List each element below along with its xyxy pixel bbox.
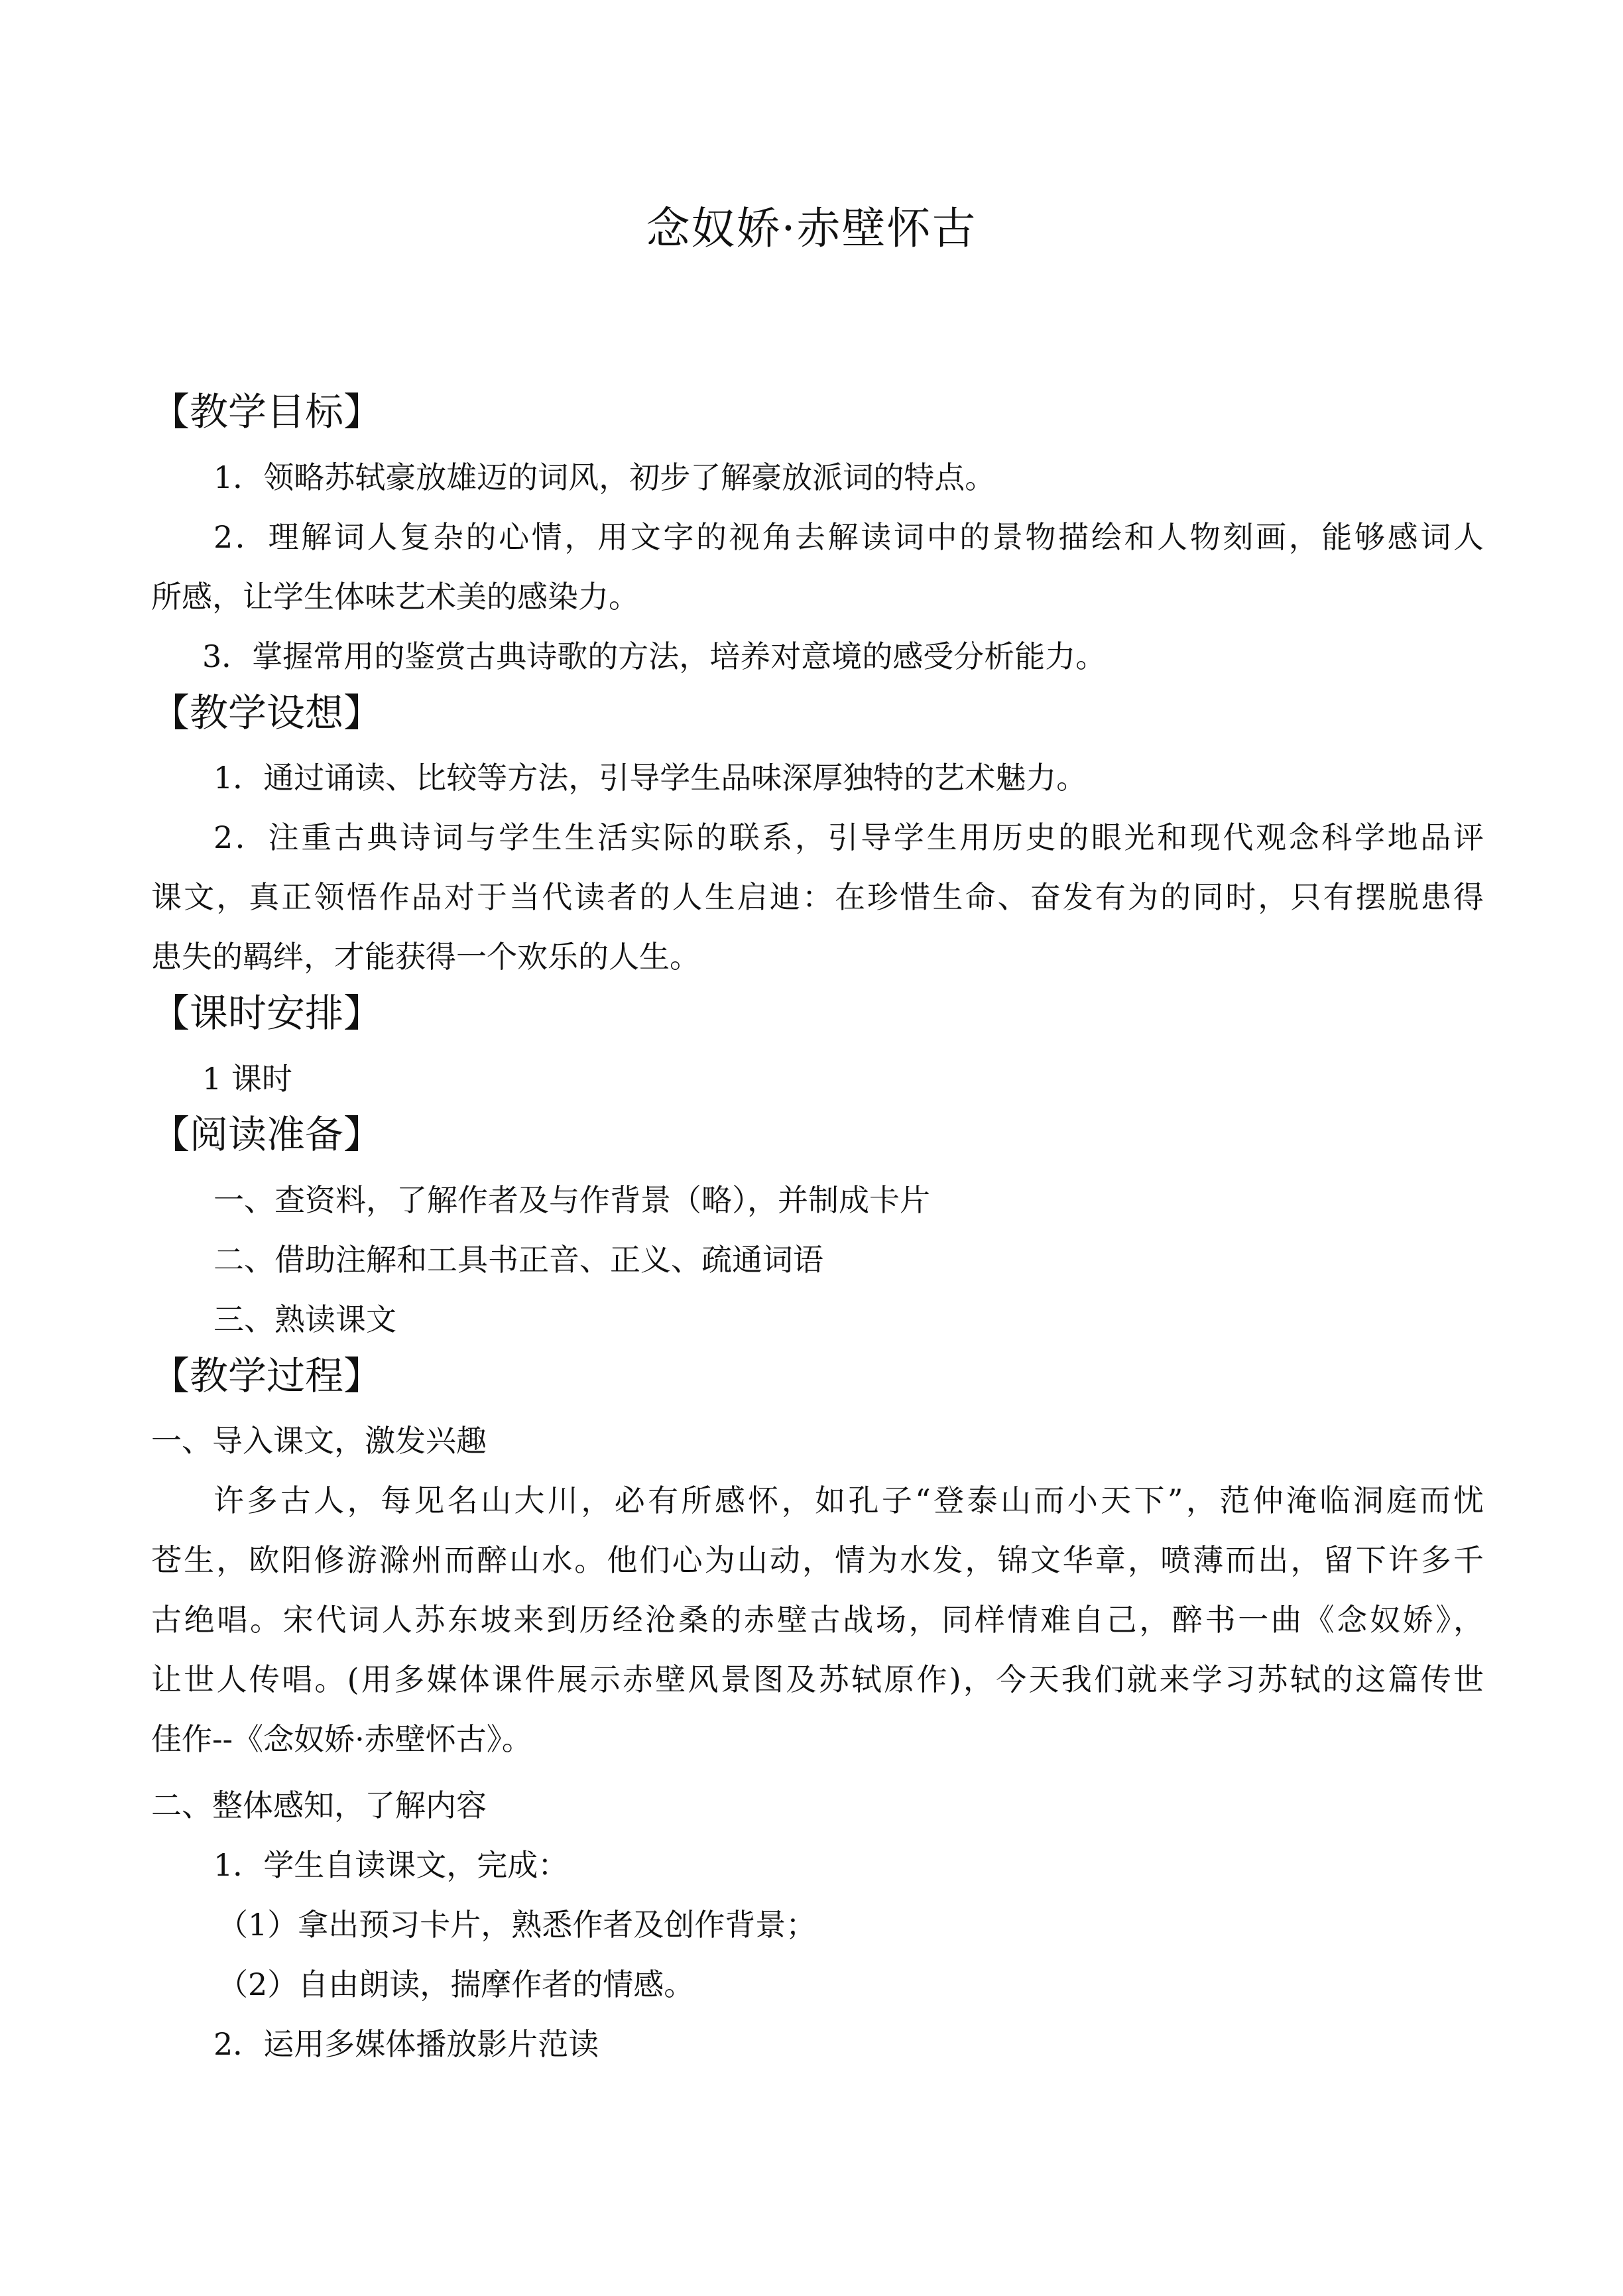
process-part-1-paragraph-line-1: 许多古人，每见名山大川，必有所感怀，如孔子“登泰山而小天下”，范仲淹临洞庭而忧 <box>213 1482 1484 1518</box>
concept-item-2-line-3: 患失的羁绊，才能获得一个欢乐的人生。 <box>151 939 700 975</box>
process-part-2-title: 二、整体感知，了解内容 <box>151 1787 487 1823</box>
process-part-2-item-2: 2．运用多媒体播放影片范读 <box>213 2026 599 2062</box>
concept-item-2-line-1: 2．注重古典诗词与学生生活实际的联系，引导学生用历史的眼光和现代观念科学地品评 <box>213 819 1484 855</box>
document-title: 念奴娇·赤壁怀古 <box>646 203 977 254</box>
preparation-item-1: 一、查资料，了解作者及与作背景（略），并制成卡片 <box>213 1182 930 1218</box>
section-heading-schedule: 【课时安排】 <box>151 991 383 1036</box>
process-part-2-sub-item-2: （2）自由朗读，揣摩作者的情感。 <box>217 1966 695 2002</box>
concept-item-2-line-2: 课文，真正领悟作品对于当代读者的人生启迪：在珍惜生命、奋发有为的同时，只有摆脱患得 <box>151 879 1484 915</box>
schedule-text: 1 课时 <box>202 1061 292 1097</box>
process-part-1-paragraph-line-3: 古绝唱。宋代词人苏东坡来到历经沧桑的赤壁古战场，同样情难自己，醉书一曲《念奴娇》， <box>151 1602 1484 1638</box>
preparation-item-2: 二、借助注解和工具书正音、正义、疏通词语 <box>213 1242 823 1278</box>
concept-item-1: 1．通过诵读、比较等方法，引导学生品味深厚独特的艺术魅力。 <box>213 760 1087 796</box>
goals-item-1: 1．领略苏轼豪放雄迈的词风，初步了解豪放派词的特点。 <box>213 459 996 495</box>
process-part-1-paragraph-line-5: 佳作--《念奴娇·赤壁怀古》。 <box>151 1721 532 1757</box>
section-heading-preparation: 【阅读准备】 <box>151 1112 383 1157</box>
process-part-1-paragraph-line-2: 苍生，欧阳修游滁州而醉山水。他们心为山动，情为水发，锦文华章，喷薄而出，留下许多千 <box>151 1542 1484 1578</box>
goals-item-2-line-1: 2．理解词人复杂的心情，用文字的视角去解读词中的景物描绘和人物刻画，能够感词人 <box>213 519 1484 555</box>
preparation-item-3: 三、熟读课文 <box>213 1301 396 1337</box>
process-part-1-title: 一、导入课文，激发兴趣 <box>151 1423 487 1459</box>
process-part-2-sub-item-1: （1）拿出预习卡片，熟悉作者及创作背景； <box>217 1907 817 1943</box>
section-heading-concept: 【教学设想】 <box>151 690 383 735</box>
process-part-1-paragraph-line-4: 让世人传唱。(用多媒体课件展示赤壁风景图及苏轼原作)，今天我们就来学习苏轼的这篇传世 <box>151 1662 1484 1697</box>
section-heading-goals: 【教学目标】 <box>151 389 383 434</box>
section-heading-process: 【教学过程】 <box>151 1353 383 1398</box>
goals-item-3: 3．掌握常用的鉴赏古典诗歌的方法，培养对意境的感受分析能力。 <box>202 638 1107 674</box>
process-part-2-item-1: 1．学生自读课文，完成： <box>213 1847 569 1883</box>
goals-item-2-line-2: 所感，让学生体味艺术美的感染力。 <box>151 579 639 615</box>
